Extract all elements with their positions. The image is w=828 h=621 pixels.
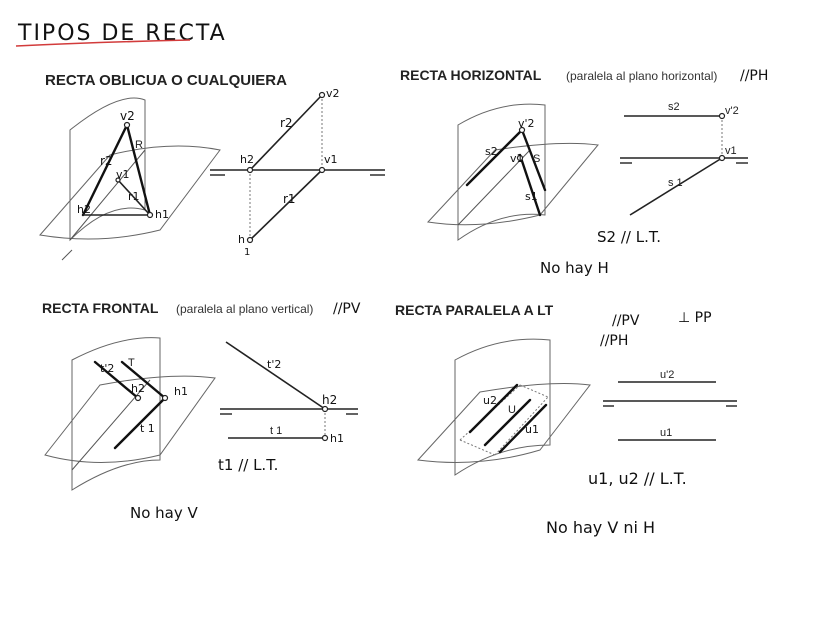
- label-S: S: [533, 153, 541, 165]
- label-r2-proj: r2: [280, 116, 293, 130]
- label-h-proj: h: [238, 233, 245, 246]
- label-t1: t 1: [140, 422, 155, 435]
- paralela-note-1: //PV: [612, 313, 640, 329]
- label-s1-proj: s 1: [668, 177, 683, 189]
- paralela-note-3: //PH: [600, 333, 629, 349]
- label-u1: u1: [525, 423, 539, 436]
- paralela-hand-note-2: No hay V ni H: [546, 518, 656, 537]
- horizontal-note: //PH: [740, 68, 769, 84]
- label-r1: r1: [128, 190, 140, 203]
- label-v2-proj: v'2: [725, 105, 739, 117]
- panel-horizontal: [400, 67, 768, 277]
- label-R: R: [135, 139, 143, 151]
- label-v1: v1: [116, 168, 130, 181]
- label-v1: v1: [510, 152, 524, 165]
- oblicua-title: RECTA OBLICUA O CUALQUIERA: [45, 72, 287, 89]
- label-t2: t'2: [100, 362, 115, 375]
- frontal-title: RECTA FRONTAL: [42, 300, 159, 316]
- label-U: U: [508, 404, 516, 416]
- horizontal-hand-note-2: No hay H: [540, 259, 609, 277]
- page-title: TIPOS DE RECTA: [18, 21, 227, 46]
- label-h2-proj: h2: [240, 153, 254, 166]
- paralela-hand-note-1: u1, u2 // L.T.: [588, 469, 687, 488]
- panel-frontal: [42, 300, 361, 522]
- label-h-subscript: 1: [244, 247, 251, 258]
- label-v1-proj: v1: [324, 153, 338, 166]
- horizontal-hand-note-1: S2 // L.T.: [597, 228, 661, 246]
- label-v1-proj: v1: [725, 145, 737, 157]
- projection-r2: [250, 95, 322, 170]
- label-r1-proj: r1: [283, 192, 296, 206]
- label-T: T: [128, 357, 135, 369]
- frontal-hand-note-1: t1 // L.T.: [218, 456, 279, 474]
- point-h1: [148, 213, 153, 218]
- paralela-title: RECTA PARALELA A LT: [395, 302, 554, 318]
- projection-t2: [226, 342, 325, 409]
- point-v2: [125, 123, 130, 128]
- frontal-hand-note-2: No hay V: [130, 504, 198, 522]
- label-h2: h2: [77, 203, 91, 216]
- frontal-note: //PV: [333, 301, 361, 317]
- label-h1: h1: [155, 208, 169, 221]
- horizontal-title: RECTA HORIZONTAL: [400, 67, 542, 83]
- frontal-subtitle: (paralela al plano vertical): [176, 302, 314, 316]
- label-h1: h1: [174, 385, 188, 398]
- label-u1-proj: u1: [660, 427, 673, 439]
- paralela-note-2: ⊥ PP: [678, 310, 712, 326]
- label-u2-proj: u'2: [660, 369, 675, 381]
- label-t2-proj: t'2: [267, 358, 282, 371]
- label-v2-proj: v2: [326, 87, 340, 100]
- label-s2-proj: s2: [668, 101, 680, 113]
- label-h2-proj: h2: [322, 393, 338, 407]
- panel-oblicua: [40, 72, 385, 260]
- label-t1-proj: t 1: [270, 425, 283, 437]
- horizontal-subtitle: (paralela al plano horizontal): [566, 69, 718, 83]
- label-s2: s2: [485, 145, 498, 158]
- label-v2: v'2: [518, 117, 535, 130]
- panel-paralela: [395, 302, 737, 537]
- label-h2: h2: [131, 382, 145, 395]
- label-r2: r2: [100, 154, 113, 168]
- label-s1: s1: [525, 190, 538, 203]
- label-v2: v2: [120, 109, 135, 123]
- label-u2: u2: [483, 394, 497, 407]
- label-h1-proj: h1: [330, 432, 344, 445]
